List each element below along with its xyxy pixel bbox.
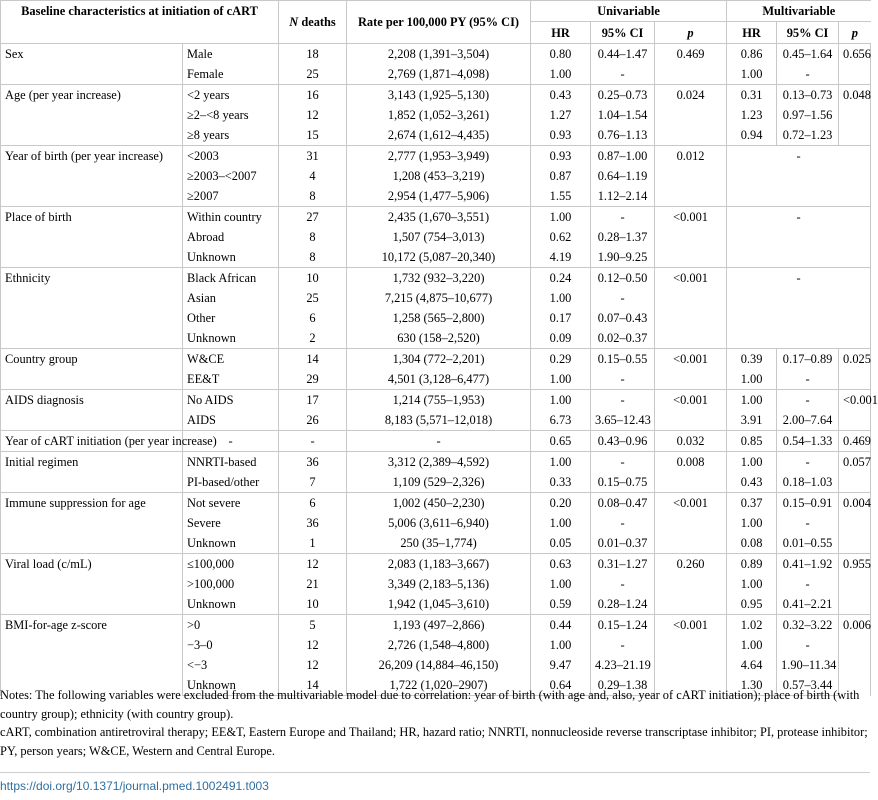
uni-ci-cell: 1.90–9.25 bbox=[591, 247, 655, 268]
uni-ci-cell: 4.23–21.19 bbox=[591, 655, 655, 675]
multi-ci-cell: - bbox=[777, 369, 839, 390]
uni-p-cell: <0.001 bbox=[655, 207, 727, 268]
notes-abbreviations: cART, combination antiretroviral therapy; EE&T, Eastern Europe and Thailand; HR, hazard ratio; NNRTI, nonnucleoside reverse transcriptase inhibitor; PI, protease inhibitor; PY, person years; W&CE, Western and Central Europe. bbox=[0, 725, 868, 758]
n-deaths-cell: 25 bbox=[279, 64, 347, 85]
uni-p-cell: <0.001 bbox=[655, 349, 727, 390]
multi-p-cell: 0.004 bbox=[839, 493, 871, 554]
multi-hr-cell: 0.95 bbox=[727, 594, 777, 615]
uni-hr-cell: 0.29 bbox=[531, 349, 591, 370]
table-row bbox=[1, 493, 871, 514]
uni-ci-cell: - bbox=[591, 452, 655, 473]
header-uni-p: p bbox=[655, 22, 727, 44]
header-deaths-text: deaths bbox=[298, 15, 336, 29]
multi-ci-cell: 0.18–1.03 bbox=[777, 472, 839, 493]
variable-name: BMI-for-age z-score bbox=[1, 615, 183, 696]
multi-ci-cell: - bbox=[777, 390, 839, 411]
level-label: Black African bbox=[183, 268, 279, 289]
multi-hr-cell: 0.39 bbox=[727, 349, 777, 370]
multi-p-cell: 0.025 bbox=[839, 349, 871, 390]
multi-hr-cell: 0.43 bbox=[727, 472, 777, 493]
multi-ci-cell: 0.97–1.56 bbox=[777, 105, 839, 125]
uni-hr-cell: 0.62 bbox=[531, 227, 591, 247]
uni-hr-cell: 0.33 bbox=[531, 472, 591, 493]
uni-ci-cell: 0.43–0.96 bbox=[591, 431, 655, 452]
multi-ci-cell: - bbox=[777, 635, 839, 655]
uni-ci-cell: 0.25–0.73 bbox=[591, 85, 655, 106]
n-deaths-cell: 6 bbox=[279, 493, 347, 514]
level-label: Unknown bbox=[183, 328, 279, 349]
uni-ci-cell: - bbox=[591, 369, 655, 390]
uni-ci-cell: 0.15–0.75 bbox=[591, 472, 655, 493]
rate-cell: 1,214 (755–1,953) bbox=[347, 390, 531, 411]
rate-cell: 2,769 (1,871–4,098) bbox=[347, 64, 531, 85]
header-baseline-characteristics: Baseline characteristics at initiation of cART bbox=[1, 1, 279, 44]
uni-hr-cell: 1.00 bbox=[531, 288, 591, 308]
n-deaths-cell: 15 bbox=[279, 125, 347, 146]
uni-hr-cell: 0.43 bbox=[531, 85, 591, 106]
n-deaths-cell: 8 bbox=[279, 227, 347, 247]
n-deaths-cell: 10 bbox=[279, 594, 347, 615]
level-label: - bbox=[183, 431, 279, 452]
level-label: >0 bbox=[183, 615, 279, 636]
header-multi-hr: HR bbox=[727, 22, 777, 44]
level-label: <2003 bbox=[183, 146, 279, 167]
header-n-italic: N bbox=[289, 15, 299, 29]
rate-cell: 1,208 (453–3,219) bbox=[347, 166, 531, 186]
table-row bbox=[1, 44, 871, 65]
multi-hr-cell: 0.85 bbox=[727, 431, 777, 452]
n-deaths-cell: 31 bbox=[279, 146, 347, 167]
n-deaths-cell: 12 bbox=[279, 554, 347, 575]
uni-ci-cell: 0.12–0.50 bbox=[591, 268, 655, 289]
uni-hr-cell: 0.44 bbox=[531, 615, 591, 636]
table-row bbox=[1, 452, 871, 473]
notes-exclusions: Notes: The following variables were excluded from the multivariable model due to correlation: year of birth (with age and, also, year of cART initiation); place of birth (with country group); ethnicity (with country group). bbox=[0, 688, 860, 721]
n-deaths-cell: 17 bbox=[279, 390, 347, 411]
uni-p-cell: 0.469 bbox=[655, 44, 727, 85]
uni-ci-cell: 3.65–12.43 bbox=[591, 410, 655, 431]
uni-p-cell: <0.001 bbox=[655, 615, 727, 696]
n-deaths-cell: 4 bbox=[279, 166, 347, 186]
multi-ci-cell: - bbox=[777, 64, 839, 85]
level-label: Severe bbox=[183, 513, 279, 533]
rate-cell: 2,726 (1,548–4,800) bbox=[347, 635, 531, 655]
multi-excluded-cell: - bbox=[727, 207, 871, 268]
multi-ci-cell: - bbox=[777, 574, 839, 594]
rate-cell: 1,193 (497–2,866) bbox=[347, 615, 531, 636]
multi-hr-cell: 0.08 bbox=[727, 533, 777, 554]
level-label: −3–0 bbox=[183, 635, 279, 655]
uni-hr-cell: 0.65 bbox=[531, 431, 591, 452]
uni-p-cell: <0.001 bbox=[655, 493, 727, 554]
multi-hr-cell: 1.00 bbox=[727, 452, 777, 473]
level-label: Unknown bbox=[183, 594, 279, 615]
multi-p-cell: 0.057 bbox=[839, 452, 871, 493]
uni-hr-cell: 6.73 bbox=[531, 410, 591, 431]
rate-cell: 2,435 (1,670–3,551) bbox=[347, 207, 531, 228]
multi-hr-cell: 0.37 bbox=[727, 493, 777, 514]
uni-hr-cell: 0.17 bbox=[531, 308, 591, 328]
uni-ci-cell: - bbox=[591, 288, 655, 308]
uni-p-cell: 0.032 bbox=[655, 431, 727, 452]
multi-ci-cell: 0.32–3.22 bbox=[777, 615, 839, 636]
level-label: PI-based/other bbox=[183, 472, 279, 493]
uni-ci-cell: - bbox=[591, 64, 655, 85]
multi-ci-cell: 0.41–1.92 bbox=[777, 554, 839, 575]
uni-hr-cell: 4.19 bbox=[531, 247, 591, 268]
uni-hr-cell: 0.64 bbox=[531, 675, 591, 696]
variable-name: Viral load (c/mL) bbox=[1, 554, 183, 615]
n-deaths-cell: 36 bbox=[279, 452, 347, 473]
rate-cell: 2,208 (1,391–3,504) bbox=[347, 44, 531, 65]
level-label: <−3 bbox=[183, 655, 279, 675]
uni-ci-cell: 0.31–1.27 bbox=[591, 554, 655, 575]
uni-p-cell: 0.260 bbox=[655, 554, 727, 615]
table-row bbox=[1, 85, 871, 106]
multi-hr-cell: 1.02 bbox=[727, 615, 777, 636]
level-label: Asian bbox=[183, 288, 279, 308]
header-multi-ci: 95% CI bbox=[777, 22, 839, 44]
table-row bbox=[1, 349, 871, 370]
n-deaths-cell: 16 bbox=[279, 85, 347, 106]
rate-cell: 250 (35–1,774) bbox=[347, 533, 531, 554]
uni-ci-cell: 0.15–0.55 bbox=[591, 349, 655, 370]
uni-hr-cell: 0.05 bbox=[531, 533, 591, 554]
n-deaths-cell: 2 bbox=[279, 328, 347, 349]
variable-name: Place of birth bbox=[1, 207, 183, 268]
uni-ci-cell: 0.07–0.43 bbox=[591, 308, 655, 328]
rate-cell: 3,143 (1,925–5,130) bbox=[347, 85, 531, 106]
n-deaths-cell: 12 bbox=[279, 105, 347, 125]
uni-ci-cell: 0.29–1.38 bbox=[591, 675, 655, 696]
n-deaths-cell: 25 bbox=[279, 288, 347, 308]
multi-hr-cell: 0.86 bbox=[727, 44, 777, 65]
rate-cell: 1,109 (529–2,326) bbox=[347, 472, 531, 493]
multi-ci-cell: 0.45–1.64 bbox=[777, 44, 839, 65]
results-table-body bbox=[1, 44, 878, 696]
uni-hr-cell: 9.47 bbox=[531, 655, 591, 675]
doi-footer bbox=[0, 772, 870, 793]
header-multi-p: p bbox=[839, 22, 871, 44]
uni-hr-cell: 0.59 bbox=[531, 594, 591, 615]
level-label: ≤100,000 bbox=[183, 554, 279, 575]
uni-hr-cell: 1.00 bbox=[531, 635, 591, 655]
multi-hr-cell: 1.00 bbox=[727, 369, 777, 390]
multi-hr-cell: 0.31 bbox=[727, 85, 777, 106]
multi-ci-cell: 0.17–0.89 bbox=[777, 349, 839, 370]
uni-hr-cell: 1.00 bbox=[531, 574, 591, 594]
n-deaths-cell: 12 bbox=[279, 655, 347, 675]
n-deaths-cell: 26 bbox=[279, 410, 347, 431]
level-label: Not severe bbox=[183, 493, 279, 514]
n-deaths-cell: 14 bbox=[279, 675, 347, 696]
header-uni-hr: HR bbox=[531, 22, 591, 44]
level-label: ≥2003–<2007 bbox=[183, 166, 279, 186]
rate-cell: 2,777 (1,953–3,949) bbox=[347, 146, 531, 167]
multi-ci-cell: 2.00–7.64 bbox=[777, 410, 839, 431]
level-label: EE&T bbox=[183, 369, 279, 390]
n-deaths-cell: - bbox=[279, 431, 347, 452]
multi-hr-cell: 1.30 bbox=[727, 675, 777, 696]
table-row bbox=[1, 268, 871, 289]
multi-hr-cell: 3.91 bbox=[727, 410, 777, 431]
multi-hr-cell: 0.89 bbox=[727, 554, 777, 575]
level-label: Within country bbox=[183, 207, 279, 228]
level-label: AIDS bbox=[183, 410, 279, 431]
multi-hr-cell: 1.00 bbox=[727, 574, 777, 594]
uni-p-cell: 0.024 bbox=[655, 85, 727, 146]
n-deaths-cell: 6 bbox=[279, 308, 347, 328]
rate-cell: 4,501 (3,128–6,477) bbox=[347, 369, 531, 390]
n-deaths-cell: 1 bbox=[279, 533, 347, 554]
uni-hr-cell: 1.00 bbox=[531, 390, 591, 411]
rate-cell: 2,954 (1,477–5,906) bbox=[347, 186, 531, 207]
uni-ci-cell: 0.28–1.37 bbox=[591, 227, 655, 247]
uni-hr-cell: 1.00 bbox=[531, 513, 591, 533]
uni-ci-cell: 0.64–1.19 bbox=[591, 166, 655, 186]
uni-hr-cell: 1.55 bbox=[531, 186, 591, 207]
multi-hr-cell: 4.64 bbox=[727, 655, 777, 675]
uni-ci-cell: 0.01–0.37 bbox=[591, 533, 655, 554]
uni-hr-cell: 1.00 bbox=[531, 369, 591, 390]
level-label: Male bbox=[183, 44, 279, 65]
level-label: >100,000 bbox=[183, 574, 279, 594]
uni-hr-cell: 0.63 bbox=[531, 554, 591, 575]
uni-p-cell: <0.001 bbox=[655, 268, 727, 349]
table-notes bbox=[0, 686, 868, 760]
multi-ci-cell: 0.41–2.21 bbox=[777, 594, 839, 615]
multi-p-cell: 0.006 bbox=[839, 615, 871, 696]
header-uni-ci: 95% CI bbox=[591, 22, 655, 44]
uni-ci-cell: 0.02–0.37 bbox=[591, 328, 655, 349]
n-deaths-cell: 29 bbox=[279, 369, 347, 390]
table-row bbox=[1, 615, 871, 636]
multi-hr-cell: 1.23 bbox=[727, 105, 777, 125]
table-row bbox=[1, 554, 871, 575]
uni-ci-cell: 0.28–1.24 bbox=[591, 594, 655, 615]
uni-p-cell: <0.001 bbox=[655, 390, 727, 431]
rate-cell: 1,258 (565–2,800) bbox=[347, 308, 531, 328]
n-deaths-cell: 10 bbox=[279, 268, 347, 289]
multi-ci-cell: - bbox=[777, 452, 839, 473]
multi-p-cell: 0.955 bbox=[839, 554, 871, 615]
uni-ci-cell: 0.15–1.24 bbox=[591, 615, 655, 636]
level-label: ≥2007 bbox=[183, 186, 279, 207]
variable-name: Age (per year increase) bbox=[1, 85, 183, 146]
multi-ci-cell: 1.90–11.34 bbox=[777, 655, 839, 675]
uni-ci-cell: - bbox=[591, 513, 655, 533]
variable-name: Year of birth (per year increase) bbox=[1, 146, 183, 207]
rate-cell: 1,304 (772–2,201) bbox=[347, 349, 531, 370]
multi-hr-cell: 1.00 bbox=[727, 635, 777, 655]
variable-name: Ethnicity bbox=[1, 268, 183, 349]
rate-cell: 1,732 (932–3,220) bbox=[347, 268, 531, 289]
uni-hr-cell: 1.27 bbox=[531, 105, 591, 125]
multi-ci-cell: 0.57–3.44 bbox=[777, 675, 839, 696]
rate-cell: 10,172 (5,087–20,340) bbox=[347, 247, 531, 268]
rate-cell: 3,349 (2,183–5,136) bbox=[347, 574, 531, 594]
rate-cell: - bbox=[347, 431, 531, 452]
uni-hr-cell: 1.00 bbox=[531, 64, 591, 85]
table-row bbox=[1, 390, 871, 411]
uni-hr-cell: 1.00 bbox=[531, 452, 591, 473]
uni-hr-cell: 0.80 bbox=[531, 44, 591, 65]
multi-ci-cell: 0.72–1.23 bbox=[777, 125, 839, 146]
uni-ci-cell: - bbox=[591, 207, 655, 228]
level-label: NNRTI-based bbox=[183, 452, 279, 473]
uni-ci-cell: 1.04–1.54 bbox=[591, 105, 655, 125]
n-deaths-cell: 36 bbox=[279, 513, 347, 533]
level-label: W&CE bbox=[183, 349, 279, 370]
n-deaths-cell: 8 bbox=[279, 186, 347, 207]
multi-ci-cell: - bbox=[777, 513, 839, 533]
header-n-deaths bbox=[279, 1, 347, 44]
uni-hr-cell: 0.93 bbox=[531, 125, 591, 146]
level-label: Abroad bbox=[183, 227, 279, 247]
rate-cell: 630 (158–2,520) bbox=[347, 328, 531, 349]
header-rate: Rate per 100,000 PY (95% CI) bbox=[347, 1, 531, 44]
rate-cell: 1,942 (1,045–3,610) bbox=[347, 594, 531, 615]
multi-excluded-cell: - bbox=[727, 146, 871, 207]
n-deaths-cell: 21 bbox=[279, 574, 347, 594]
table-row bbox=[1, 146, 871, 167]
uni-hr-cell: 1.00 bbox=[531, 207, 591, 228]
n-deaths-cell: 18 bbox=[279, 44, 347, 65]
multi-hr-cell: 0.94 bbox=[727, 125, 777, 146]
level-label: <2 years bbox=[183, 85, 279, 106]
variable-name: Year of cART initiation (per year increase) bbox=[1, 431, 183, 452]
header-univariable: Univariable bbox=[531, 1, 727, 22]
multi-excluded-cell: - bbox=[727, 268, 871, 349]
uni-p-cell: 0.008 bbox=[655, 452, 727, 493]
multi-ci-cell: 0.15–0.91 bbox=[777, 493, 839, 514]
n-deaths-cell: 7 bbox=[279, 472, 347, 493]
level-label: ≥8 years bbox=[183, 125, 279, 146]
rate-cell: 7,215 (4,875–10,677) bbox=[347, 288, 531, 308]
multi-p-cell: 0.656 bbox=[839, 44, 871, 85]
multi-hr-cell: 1.00 bbox=[727, 64, 777, 85]
table-row bbox=[1, 207, 871, 228]
multi-hr-cell: 1.00 bbox=[727, 390, 777, 411]
uni-hr-cell: 0.20 bbox=[531, 493, 591, 514]
variable-name: Initial regimen bbox=[1, 452, 183, 493]
multi-p-cell: 0.469 bbox=[839, 431, 871, 452]
n-deaths-cell: 8 bbox=[279, 247, 347, 268]
level-label: Other bbox=[183, 308, 279, 328]
multi-ci-cell: 0.54–1.33 bbox=[777, 431, 839, 452]
multi-ci-cell: 0.13–0.73 bbox=[777, 85, 839, 106]
variable-name: Sex bbox=[1, 44, 183, 85]
header-multivariable: Multivariable bbox=[727, 1, 871, 22]
rate-cell: 2,674 (1,612–4,435) bbox=[347, 125, 531, 146]
uni-hr-cell: 0.09 bbox=[531, 328, 591, 349]
uni-ci-cell: 1.12–2.14 bbox=[591, 186, 655, 207]
level-label: ≥2–<8 years bbox=[183, 105, 279, 125]
uni-p-cell: 0.012 bbox=[655, 146, 727, 207]
multi-ci-cell: 0.01–0.55 bbox=[777, 533, 839, 554]
variable-name: Country group bbox=[1, 349, 183, 390]
rate-cell: 5,006 (3,611–6,940) bbox=[347, 513, 531, 533]
rate-cell: 1,722 (1,020–2907) bbox=[347, 675, 531, 696]
uni-ci-cell: 0.08–0.47 bbox=[591, 493, 655, 514]
variable-name: AIDS diagnosis bbox=[1, 390, 183, 431]
level-label: Unknown bbox=[183, 675, 279, 696]
level-label: No AIDS bbox=[183, 390, 279, 411]
multi-hr-cell: 1.00 bbox=[727, 513, 777, 533]
table-row bbox=[1, 431, 871, 452]
doi-link[interactable]: https://doi.org/10.1371/journal.pmed.1002491.t003 bbox=[0, 779, 269, 793]
uni-ci-cell: - bbox=[591, 574, 655, 594]
rate-cell: 26,209 (14,884–46,150) bbox=[347, 655, 531, 675]
n-deaths-cell: 27 bbox=[279, 207, 347, 228]
multi-p-cell: 0.048 bbox=[839, 85, 871, 146]
rate-cell: 2,083 (1,183–3,667) bbox=[347, 554, 531, 575]
rate-cell: 1,507 (754–3,013) bbox=[347, 227, 531, 247]
uni-hr-cell: 0.87 bbox=[531, 166, 591, 186]
rate-cell: 1,002 (450–2,230) bbox=[347, 493, 531, 514]
level-label: Unknown bbox=[183, 247, 279, 268]
uni-ci-cell: - bbox=[591, 635, 655, 655]
rate-cell: 3,312 (2,389–4,592) bbox=[347, 452, 531, 473]
uni-ci-cell: 0.44–1.47 bbox=[591, 44, 655, 65]
level-label: Unknown bbox=[183, 533, 279, 554]
uni-ci-cell: 0.76–1.13 bbox=[591, 125, 655, 146]
uni-hr-cell: 0.93 bbox=[531, 146, 591, 167]
level-label: Female bbox=[183, 64, 279, 85]
variable-name: Immune suppression for age bbox=[1, 493, 183, 554]
uni-ci-cell: - bbox=[591, 390, 655, 411]
rate-cell: 8,183 (5,571–12,018) bbox=[347, 410, 531, 431]
n-deaths-cell: 5 bbox=[279, 615, 347, 636]
n-deaths-cell: 14 bbox=[279, 349, 347, 370]
uni-ci-cell: 0.87–1.00 bbox=[591, 146, 655, 167]
n-deaths-cell: 12 bbox=[279, 635, 347, 655]
rate-cell: 1,852 (1,052–3,261) bbox=[347, 105, 531, 125]
uni-hr-cell: 0.24 bbox=[531, 268, 591, 289]
multi-p-cell: <0.001 bbox=[839, 390, 871, 431]
